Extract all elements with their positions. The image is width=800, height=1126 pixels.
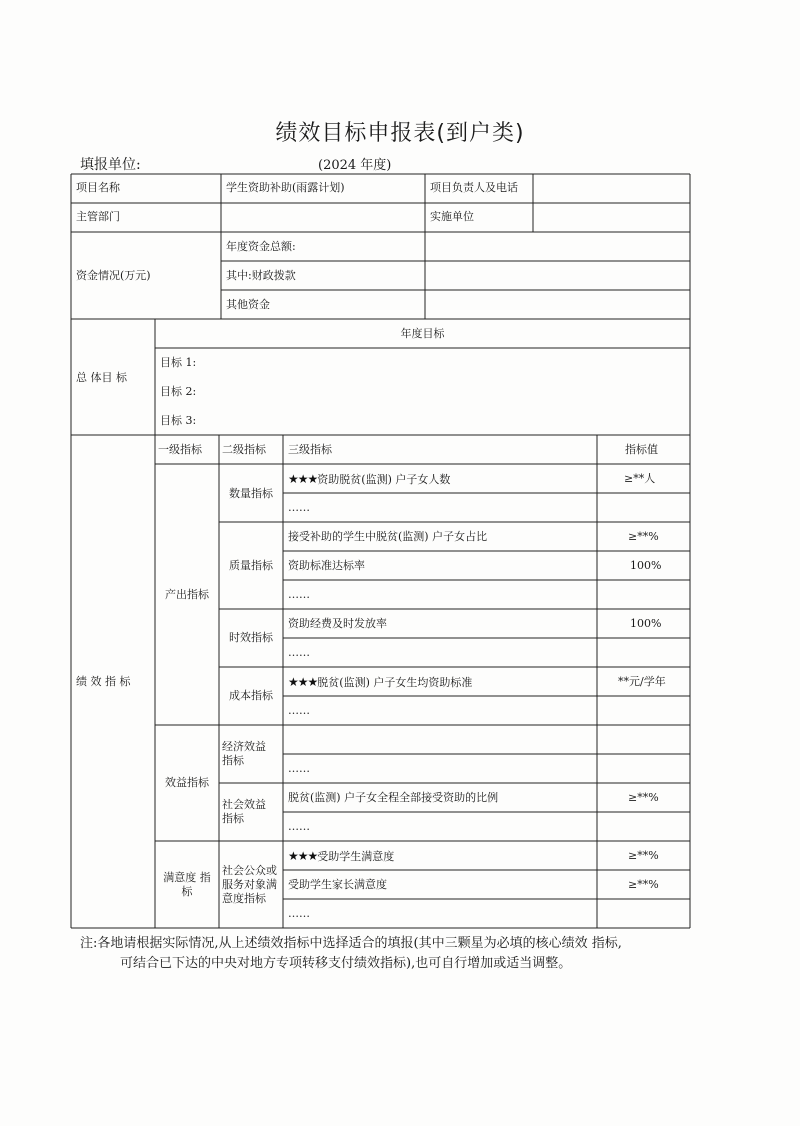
reporting-unit-label: 填报单位: <box>80 157 141 173</box>
goal-item-3: 目标 3: <box>160 414 197 427</box>
indicator-row-1 <box>288 472 450 487</box>
page-title: 绩效目标申报表(到户类) <box>275 121 525 146</box>
indicator-ellipsis: …… <box>288 588 310 601</box>
implementing-unit-label: 实施单位 <box>430 210 474 223</box>
quality-indicator-label: 质量指标 <box>229 559 273 572</box>
indicator-3-value: 100% <box>630 559 662 572</box>
performance-indicators-label: 绩 效 指 标 <box>76 675 131 688</box>
indicator-7-value: ≥**% <box>628 849 659 862</box>
department-label: 主管部门 <box>76 210 120 223</box>
core-star-icon: ★★★ <box>288 472 318 486</box>
indicator-8-text: 受助学生家长满意度 <box>288 878 387 891</box>
project-name-value: 学生资助补助(雨露计划) <box>226 181 345 194</box>
indicator-row-7 <box>288 849 394 864</box>
indicator-8-value: ≥**% <box>628 878 659 891</box>
social-benefit-label: 社会效益指标 <box>222 798 266 825</box>
footnote-line-1: 注:各地请根据实际情况,从上述绩效指标中选择适合的填报(其中三颗星为必填的核心绩效 指标, <box>80 936 622 951</box>
indicator-ellipsis: …… <box>288 646 310 659</box>
annual-goal-header: 年度目标 <box>400 327 445 340</box>
indicator-2-value: ≥**% <box>628 530 659 543</box>
core-star-icon: ★★★ <box>288 675 318 689</box>
overall-goal-label: 总 体目 标 <box>76 371 127 384</box>
benefit-indicator-label: 效益指标 <box>165 776 209 789</box>
output-indicator-label: 产出指标 <box>165 588 209 601</box>
timeliness-indicator-label: 时效指标 <box>229 631 273 644</box>
level2-header: 二级指标 <box>222 443 266 456</box>
indicator-3-text: 资助标准达标率 <box>288 559 365 572</box>
indicator-1-value: ≥**人 <box>624 472 656 485</box>
indicator-ellipsis: …… <box>288 820 310 833</box>
indicator-6-value: ≥**% <box>628 791 659 804</box>
year-label: (2024 年度) <box>318 158 392 173</box>
public-satisfaction-label: 社会公众或服务对象满意度指标 <box>222 864 277 905</box>
footnote <box>80 934 720 974</box>
indicator-7-text: 受助学生满意度 <box>317 850 395 863</box>
responsible-person-label: 项目负责人及电话 <box>430 181 518 194</box>
cost-indicator-label: 成本指标 <box>229 689 273 702</box>
level1-header: 一级指标 <box>158 443 202 456</box>
indicator-row-5 <box>288 675 472 690</box>
footnote-line-2: 可结合已下达的中央对地方专项转移支付绩效指标),也可自行增加或适当调整。 <box>120 956 572 971</box>
project-name-label: 项目名称 <box>76 181 120 194</box>
indicator-5-text: 脱贫(监测) 户子女生均资助标准 <box>317 676 473 689</box>
indicator-ellipsis: …… <box>288 907 310 920</box>
indicator-4-value: 100% <box>630 617 662 630</box>
indicator-ellipsis: …… <box>288 762 310 775</box>
funds-fiscal-label: 其中:财政拨款 <box>226 269 296 282</box>
funds-other-label: 其他资金 <box>226 298 270 311</box>
funds-label: 资金情况(万元) <box>76 269 151 282</box>
indicator-1-text: 资助脱贫(监测) 户子女人数 <box>317 473 451 486</box>
economic-benefit-label: 经济效益指标 <box>222 740 266 767</box>
indicator-5-value: **元/学年 <box>618 675 666 688</box>
core-star-icon: ★★★ <box>288 849 318 863</box>
indicator-6-text: 脱贫(监测) 户子女全程全部接受资助的比例 <box>288 791 499 804</box>
goal-item-1: 目标 1: <box>160 356 197 369</box>
indicator-ellipsis: …… <box>288 704 310 717</box>
goal-item-2: 目标 2: <box>160 385 197 398</box>
level3-header: 三级指标 <box>288 443 332 456</box>
satisfaction-indicator-label: 满意度 指标 <box>163 871 211 898</box>
quantity-indicator-label: 数量指标 <box>229 487 273 500</box>
funds-total-label: 年度资金总额: <box>226 240 296 253</box>
indicator-2-text: 接受补助的学生中脱贫(监测) 户子女占比 <box>288 530 488 543</box>
indicator-4-text: 资助经费及时发放率 <box>288 617 387 630</box>
indicator-ellipsis: …… <box>288 501 310 514</box>
value-header: 指标值 <box>625 443 658 456</box>
